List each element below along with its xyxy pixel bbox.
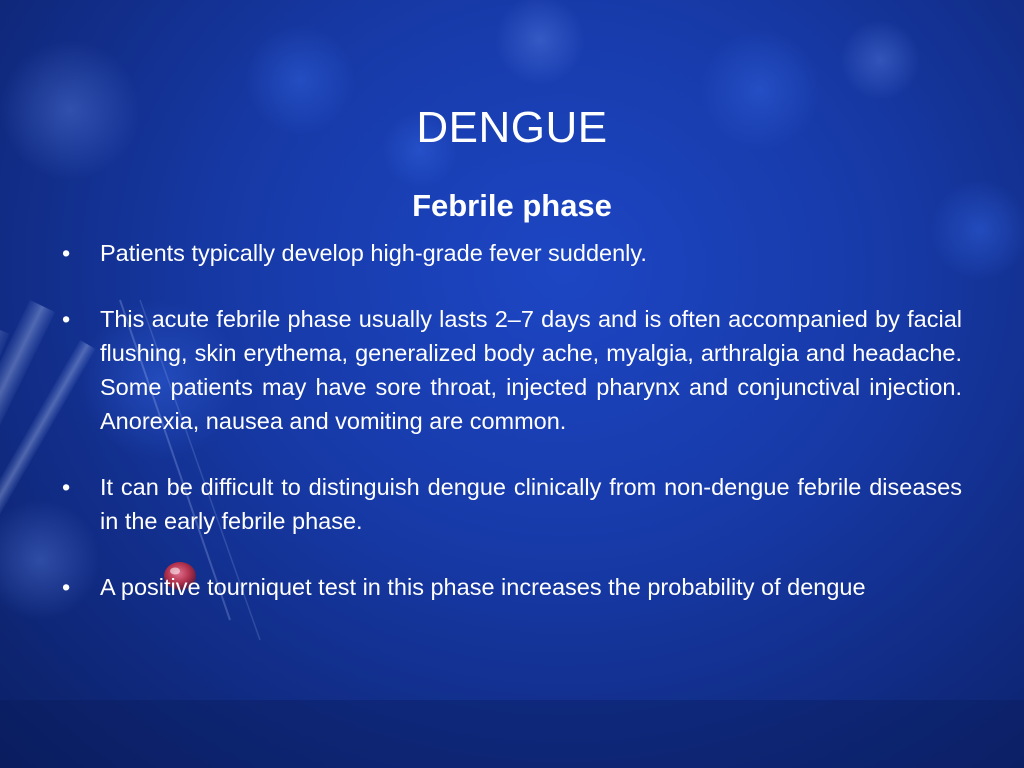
bullet-dot-icon: •: [62, 306, 71, 332]
bullet-item: [62, 570, 962, 604]
bokeh-circle: [840, 20, 920, 100]
bullet-text: A positive tourniquet test in this phase increases the probability of dengue: [100, 574, 866, 600]
bullet-text: This acute febrile phase usually lasts 2–7 days and is often accompanied by facial flushing, skin erythema, generalized body ache, myalgia, arthralgia and headache. Some patients may have sore throat, injected pharynx and conjunctival injection. Anorexia, nausea and vomiting are common.: [100, 306, 962, 434]
bullet-item: [62, 236, 962, 270]
bullet-dot-icon: •: [62, 240, 71, 266]
bottom-vignette: [0, 700, 1024, 768]
bullet-text: Patients typically develop high-grade fever suddenly.: [100, 240, 647, 266]
bullet-item: [62, 302, 962, 438]
bullet-dot-icon: •: [62, 574, 71, 600]
bullet-list: [62, 236, 962, 636]
bullet-text: It can be difficult to distinguish dengue clinically from non-dengue febrile diseases in the early febrile phase.: [100, 474, 962, 534]
bokeh-circle: [495, 0, 585, 85]
slide-subtitle: Febrile phase: [412, 188, 612, 223]
bullet-item: [62, 470, 962, 538]
bullet-dot-icon: •: [62, 474, 71, 500]
slide-title: DENGUE: [416, 103, 608, 152]
